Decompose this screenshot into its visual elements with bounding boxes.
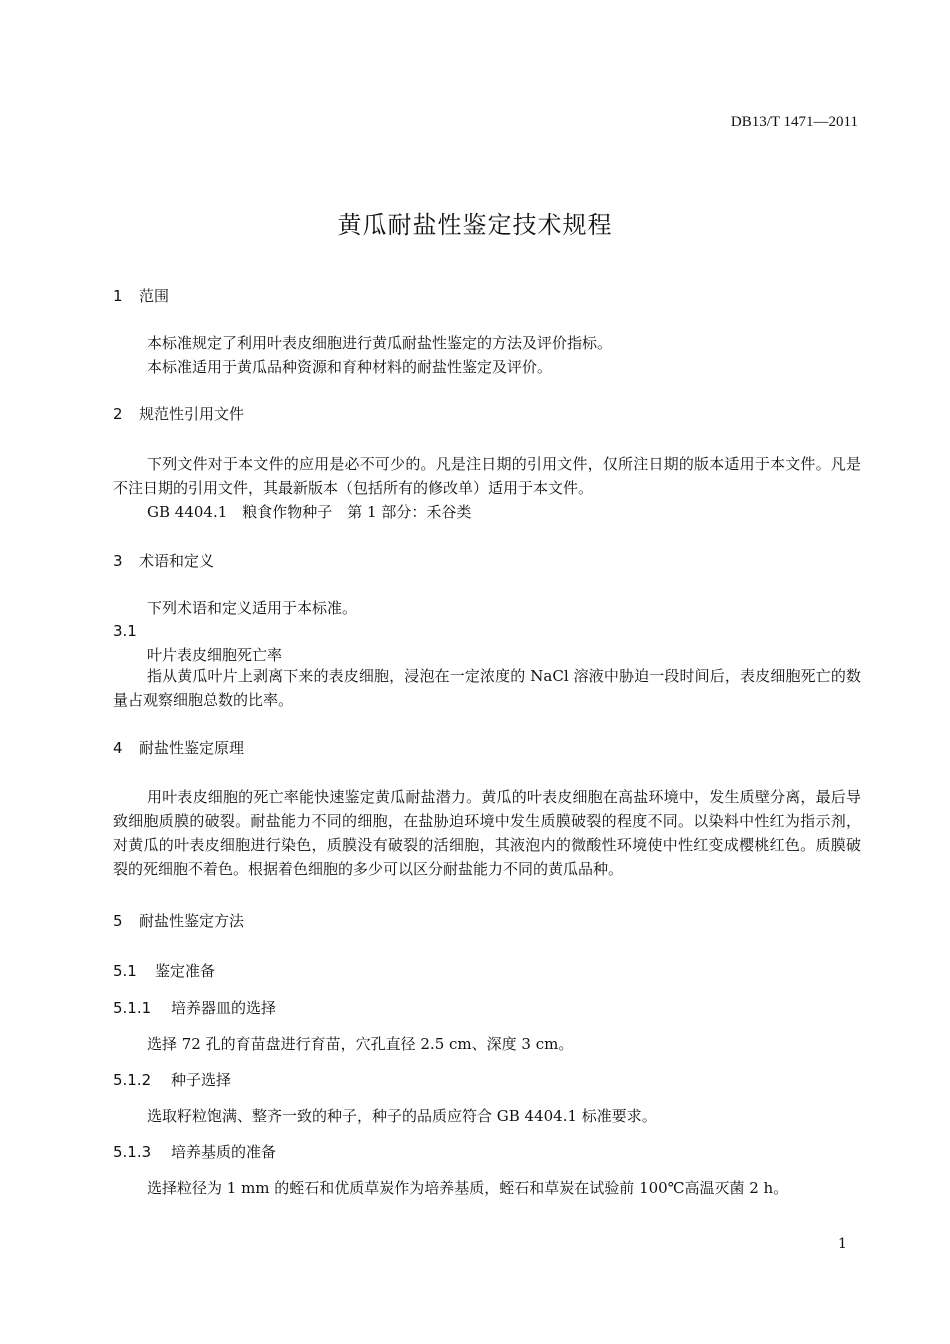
- subsection-5-1-1-paragraph: 选择 72 孔的育苗盘进行育苗，穴孔直径 2.5 cm、深度 3 cm。: [147, 1035, 574, 1053]
- section-title: 耐盐性鉴定原理: [139, 739, 245, 757]
- standard-code: DB13/T 1471—2011: [730, 114, 858, 130]
- subsection-5-1-heading: [113, 960, 215, 981]
- term-definition: 指从黄瓜叶片上剥离下来的表皮细胞，浸泡在一定浓度的 NaCl 溶液中胁迫一段时间后，表皮细胞死亡的数量占观察细胞总数的比率。: [113, 667, 861, 709]
- section-number: 4: [113, 739, 123, 757]
- subsection-title: 种子选择: [171, 1071, 232, 1089]
- section-number: 5: [113, 912, 123, 930]
- section-title: 耐盐性鉴定方法: [139, 912, 245, 930]
- section-1-heading: [113, 285, 169, 306]
- section-number: 2: [113, 405, 123, 423]
- subsection-title: 培养基质的准备: [171, 1143, 277, 1161]
- subsection-5-1-1-heading: [113, 997, 276, 1018]
- subsection-5-1-2-heading: [113, 1069, 231, 1090]
- section-number: 1: [113, 287, 123, 305]
- section-3-paragraph-1: 下列术语和定义适用于本标准。: [147, 599, 358, 617]
- document-title: 黄瓜耐盐性鉴定技术规程: [337, 211, 613, 239]
- section-4-paragraph-1: 用叶表皮细胞的死亡率能快速鉴定黄瓜耐盐潜力。黄瓜的叶表皮细胞在高盐环境中，发生质壁分离，最后导致细胞质膜的破裂。耐盐能力不同的细胞，在盐胁迫环境中发生质膜破裂的程度不同。以染料中性红为指示剂，对黄瓜的叶表皮细胞进行染色，质膜没有破裂的活细胞，其液泡内的微酸性环境使中性红变成樱桃红色。质膜破裂的死细胞不着色。根据着色细胞的多少可以区分耐盐能力不同的黄瓜品种。: [113, 788, 861, 878]
- subsection-title: 鉴定准备: [155, 962, 216, 980]
- subsection-5-1-2-paragraph: 选取籽粒饱满、整齐一致的种子，种子的品质应符合 GB 4404.1 标准要求。: [147, 1107, 657, 1125]
- section-2-paragraph-1: 下列文件对于本文件的应用是必不可少的。凡是注日期的引用文件，仅所注日期的版本适用于本文件。凡是不注日期的引用文件，其最新版本（包括所有的修改单）适用于本文件。: [113, 455, 861, 497]
- term-number: 3.1: [113, 622, 137, 640]
- section-4-heading: [113, 737, 244, 758]
- section-1-paragraph-2: 本标准适用于黄瓜品种资源和育种材料的耐盐性鉴定及评价。: [147, 358, 553, 376]
- subsection-5-1-3-heading: [113, 1141, 276, 1162]
- section-title: 术语和定义: [139, 552, 215, 570]
- section-1-paragraph-1: 本标准规定了利用叶表皮细胞进行黄瓜耐盐性鉴定的方法及评价指标。: [147, 334, 613, 352]
- term-name: 叶片表皮细胞死亡率: [147, 646, 283, 664]
- subsection-number: 5.1.3: [113, 1143, 152, 1161]
- subsection-number: 5.1.2: [113, 1071, 152, 1089]
- section-5-heading: [113, 910, 244, 931]
- section-title: 范围: [139, 287, 170, 305]
- section-number: 3: [113, 552, 123, 570]
- normative-reference: GB 4404.1 粮食作物种子 第 1 部分：禾谷类: [147, 503, 472, 521]
- subsection-number: 5.1.1: [113, 999, 152, 1017]
- section-2-heading: [113, 403, 244, 424]
- section-3-heading: [113, 550, 214, 571]
- subsection-number: 5.1: [113, 962, 137, 980]
- page-number: 1: [838, 1236, 847, 1252]
- subsection-title: 培养器皿的选择: [171, 999, 277, 1017]
- subsection-5-1-3-paragraph: 选择粒径为 1 mm 的蛭石和优质草炭作为培养基质，蛭石和草炭在试验前 100℃高温灭菌 2 h。: [147, 1179, 789, 1197]
- section-title: 规范性引用文件: [139, 405, 245, 423]
